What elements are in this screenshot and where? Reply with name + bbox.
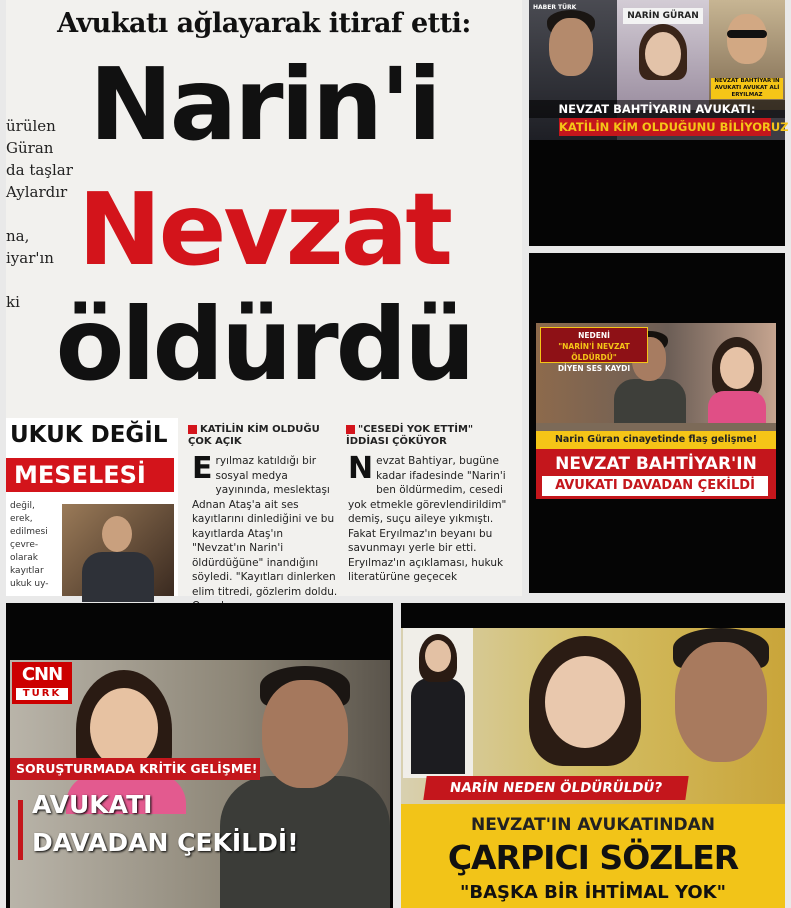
sunglasses-icon [727, 30, 767, 38]
left-column-fragments [6, 115, 76, 313]
cnn-logo-text: CNN [21, 664, 63, 685]
lawyer-caption: NEVZAT BAHTİYAR'IN AVUKATI AVUKAT ALİ ERYILMAZ [711, 78, 783, 99]
headline-line-1: NEVZAT'IN AVUKATINDAN [470, 815, 716, 835]
subheading-2-text: "CESEDİ YOK ETTİM" İDDİASI ÇÖKÜYOR [346, 424, 474, 447]
headline-block [401, 804, 785, 908]
news-thumbnail-cnnturk [6, 603, 393, 908]
news-thumbnail-yellow [401, 603, 785, 908]
man-portrait [220, 666, 390, 908]
caption-bar-1: NEVZAT BAHTİYARIN AVUKATI: [529, 100, 785, 118]
cnn-turk-logo [12, 662, 72, 704]
channel-logo: HABER TÜRK [533, 4, 577, 11]
man-portrait [655, 628, 785, 798]
article-text-1: ryılmaz katıldığı bir sosyal medya yayınında, meslektaşı Adnan Ataş'a ait ses kayıtlarını dinlediğini ve bu kayıtlarda Ataş'ın "Nevzat'ın Narin'i öldürdüğüne" inandığını söyledi. "Kayıtları dinlerken elim titredi, gözlerim doldu. [192, 455, 338, 598]
headline-line-2: AVUKATI DAVADAN ÇEKİLDİ [542, 476, 768, 496]
headline-line-2: DAVADAN ÇEKİLDİ! [32, 828, 299, 857]
badge-line-1: NEDENİ [578, 331, 610, 340]
news-thumbnail-haberturk [529, 0, 789, 246]
girl-portrait [521, 636, 651, 786]
left-column-line [6, 203, 76, 225]
thumbnail-image [401, 628, 785, 908]
article-column-2 [348, 451, 510, 585]
girl-full-photo [403, 628, 473, 778]
thumbnail-image [529, 0, 789, 140]
badge-line-3: DİYEN SES KAYDI [557, 364, 631, 373]
flash-development-bar: Narin Güran cinayetinde flaş gelişme! [536, 431, 776, 449]
left-column-line: na, [6, 227, 30, 245]
caption-bar-2: KATİLİN KİM OLDUĞUNU BİLİYORUZ [559, 120, 789, 134]
left-column-line: ki [6, 293, 20, 311]
headline-quote: "BAŞKA BİR İHTİMAL YOK" [459, 882, 727, 903]
headline-line-3: öldürdü [55, 286, 473, 403]
lawyer-portrait [709, 0, 785, 110]
news-thumbnail-audio-record [529, 253, 785, 593]
girl-name-label: NARİN GÜRAN [623, 8, 703, 24]
subheading-1-text: KATİLİN KİM OLDUĞU ÇOK AÇIK [188, 424, 320, 447]
headline-line-1: NEVZAT BAHTİYAR'IN [555, 454, 757, 474]
accent-bar [18, 800, 23, 860]
box-title-1: UKUK DEĞİL [10, 422, 168, 448]
box-title-2: MESELESİ [6, 458, 174, 492]
lawyer-photo [62, 504, 174, 596]
left-column-line: Güran [6, 139, 54, 157]
article-text-2: evzat Bahtiyar, bugüne kadar ifadesinde "Narin'i ben öldürmedim, cesedi yok etmekle görevlendirildim" demiş, suçu aileye yıkmıştı. Fakat Eryılmaz'ın beyanı bu savunmayı yerle bir etti. Eryılmaz'ın açıklaması, hukuk literatürüne geçecek [348, 455, 507, 583]
subheading-2 [346, 424, 506, 448]
girl-portrait [617, 0, 709, 110]
newspaper-headline: Avukatı ağlayarak itiraf etti: [57, 8, 471, 39]
badge-quote: "NARİN'İ NEVZAT ÖLDÜRDÜ" [558, 342, 630, 362]
dropcap-2: N [348, 451, 374, 486]
headline-block [536, 449, 776, 499]
turk-logo-text: TÜRK [16, 688, 68, 700]
left-column-line [6, 269, 76, 291]
headline-line-2: Nevzat [77, 171, 451, 288]
breaking-bar: SORUŞTURMADA KRİTİK GELİŞME! [10, 758, 260, 780]
headline-line-1: AVUKATI [32, 790, 153, 819]
left-column-line: ürülen [6, 117, 56, 135]
girl-portrait [704, 337, 770, 423]
box-text: değil, erek, edilmesi çevre- olarak kayıtlar ukuk uy- [10, 501, 49, 589]
newspaper-clipping [6, 0, 522, 596]
thumbnail-image [10, 660, 390, 908]
left-column-line: Aylardır [6, 183, 68, 201]
sidebar-box [6, 418, 178, 596]
left-column-line: da taşlar [6, 161, 73, 179]
headline-line-2: ÇARPICI SÖZLER [447, 838, 739, 877]
subheading-1 [188, 424, 328, 448]
dropcap-1: E [192, 451, 213, 486]
headline-line-1: Narin'i [89, 46, 439, 163]
question-bar: NARİN NEDEN ÖLDÜRÜLDÜ? [423, 776, 688, 800]
thumbnail-card [536, 323, 776, 499]
left-column-line: iyar'ın [6, 249, 54, 267]
audio-record-badge [540, 327, 648, 373]
article-column-1 [192, 451, 338, 614]
